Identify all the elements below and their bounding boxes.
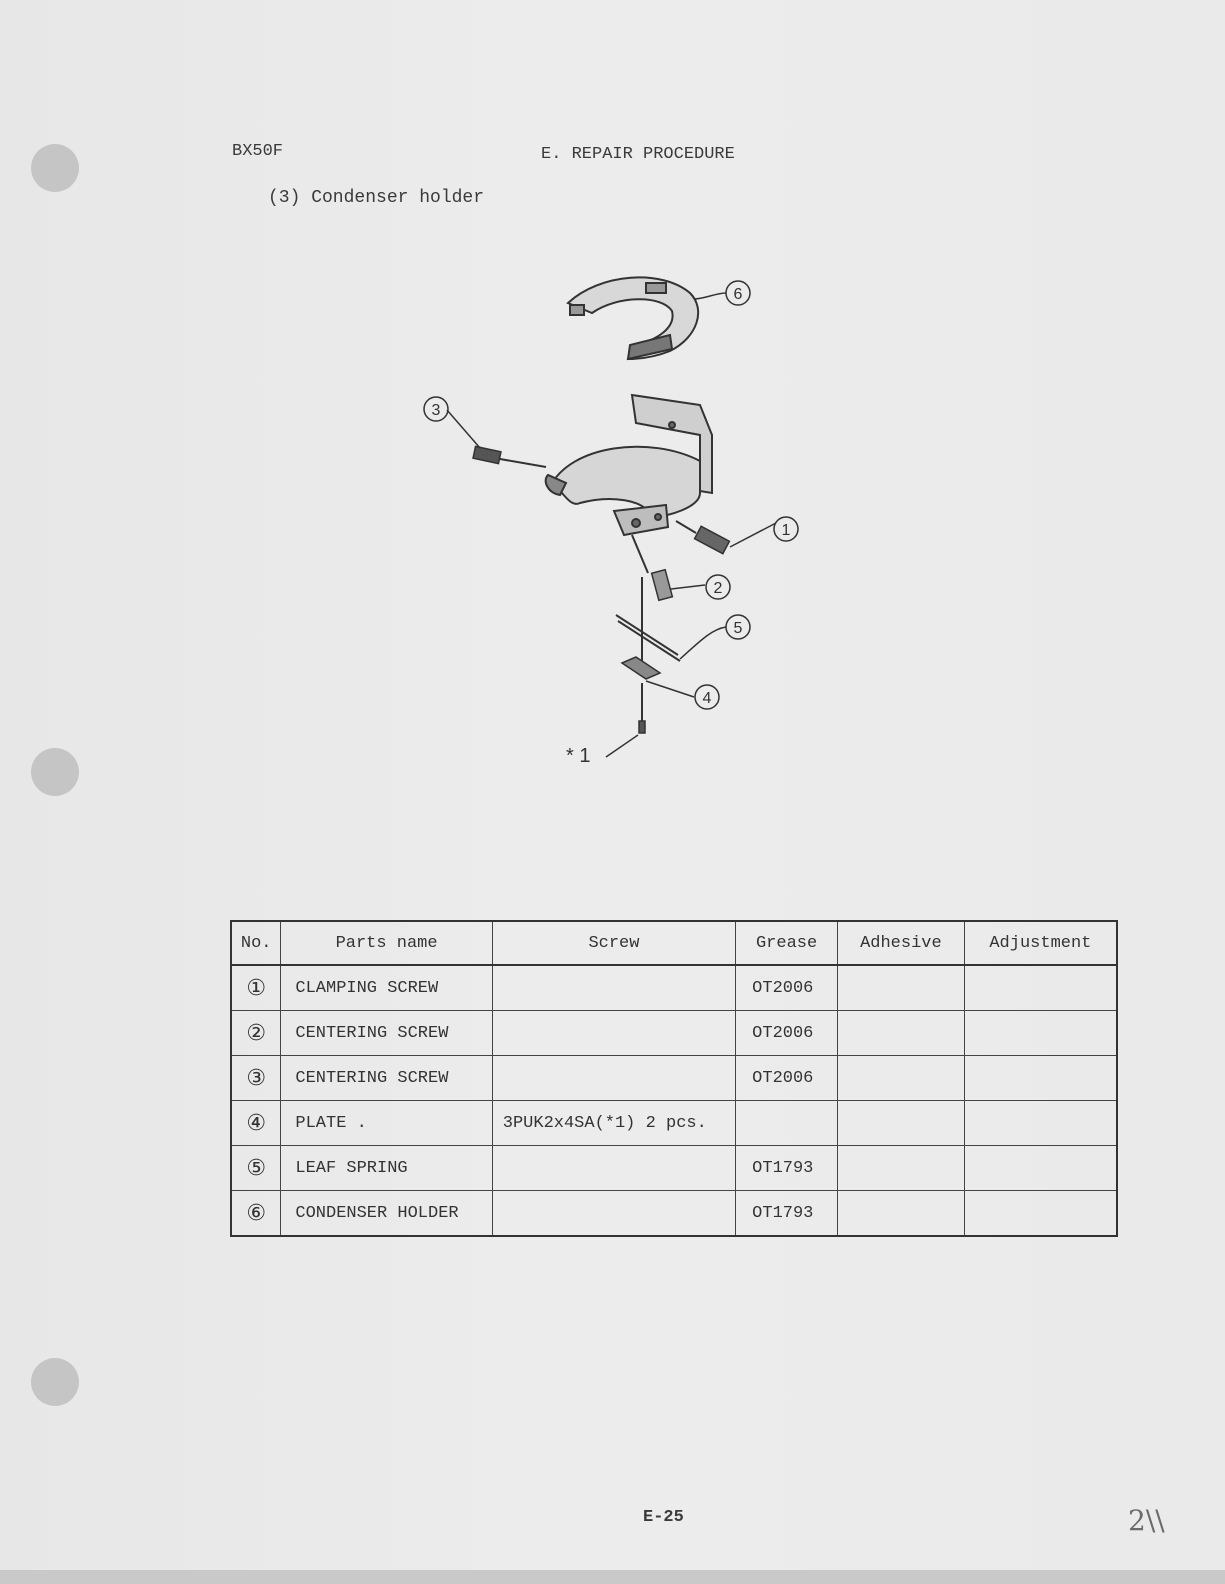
binder-hole-bottom xyxy=(31,1358,79,1406)
scan-edge xyxy=(0,1570,1225,1584)
cell-screw xyxy=(492,1011,735,1056)
callout-3 xyxy=(424,397,448,421)
cell-screw: 3PUK2x4SA(*1) 2 pcs. xyxy=(492,1101,735,1146)
model-label: BX50F xyxy=(232,142,284,161)
svg-text:2: 2 xyxy=(713,580,723,597)
cell-adjustment xyxy=(964,1101,1117,1146)
col-header-screw: Screw xyxy=(492,921,735,965)
cell-adhesive xyxy=(838,1191,965,1237)
page-number: E-25 xyxy=(643,1508,684,1527)
col-header-parts-name: Parts name xyxy=(281,921,492,965)
table-row xyxy=(231,965,1117,1011)
svg-text:1: 1 xyxy=(781,522,791,539)
svg-text:3: 3 xyxy=(431,402,441,419)
callout-5 xyxy=(726,615,750,639)
table-row xyxy=(231,1146,1117,1191)
col-header-grease: Grease xyxy=(736,921,838,965)
cell-adhesive xyxy=(838,965,965,1011)
svg-text:4: 4 xyxy=(702,690,712,707)
cell-parts-name: CENTERING SCREW xyxy=(281,1011,492,1056)
binder-hole-middle xyxy=(31,748,79,796)
cell-adjustment xyxy=(964,1191,1117,1237)
table-row xyxy=(231,1011,1117,1056)
parts-table xyxy=(230,920,1118,1237)
table-row xyxy=(231,1191,1117,1237)
cell-adhesive xyxy=(838,1146,965,1191)
cell-grease: OT1793 xyxy=(736,1191,838,1237)
handwritten-mark: 2\\ xyxy=(1128,1504,1165,1537)
cell-no: ④ xyxy=(231,1101,281,1146)
callout-4 xyxy=(695,685,719,709)
subsection-title: (3) Condenser holder xyxy=(268,188,485,208)
cell-adjustment xyxy=(964,1056,1117,1101)
centering-screw-3-part xyxy=(447,410,546,467)
callout-2 xyxy=(706,575,730,599)
cell-parts-name: CENTERING SCREW xyxy=(281,1056,492,1101)
cell-parts-name: PLATE . xyxy=(281,1101,492,1146)
cell-grease: OT2006 xyxy=(736,1056,838,1101)
table-row xyxy=(231,1056,1117,1101)
svg-text:6: 6 xyxy=(733,286,743,303)
cell-no: ② xyxy=(231,1011,281,1056)
condenser-holder-part xyxy=(568,277,698,359)
cell-adhesive xyxy=(838,1101,965,1146)
table-row xyxy=(231,1101,1117,1146)
table-header-row xyxy=(231,921,1117,965)
exploded-view-diagram xyxy=(400,255,820,795)
cell-screw xyxy=(492,1146,735,1191)
cell-no: ⑥ xyxy=(231,1191,281,1237)
section-title: E. REPAIR PROCEDURE xyxy=(541,145,735,164)
cell-parts-name: CONDENSER HOLDER xyxy=(281,1191,492,1237)
callout-1 xyxy=(774,517,798,541)
cell-adjustment xyxy=(964,1146,1117,1191)
cell-screw xyxy=(492,1191,735,1237)
cell-screw xyxy=(492,965,735,1011)
cell-grease: OT1793 xyxy=(736,1146,838,1191)
callout-6 xyxy=(694,281,750,305)
cell-no: ① xyxy=(231,965,281,1011)
cell-grease: OT2006 xyxy=(736,1011,838,1056)
plate-part xyxy=(622,657,694,697)
leaf-spring-part xyxy=(616,615,726,661)
cell-no: ⑤ xyxy=(231,1146,281,1191)
holder-body xyxy=(546,395,712,535)
cell-adhesive xyxy=(838,1011,965,1056)
clamping-screw-part xyxy=(676,521,776,554)
svg-text:5: 5 xyxy=(733,620,743,637)
cell-no: ③ xyxy=(231,1056,281,1101)
asterisk-note: * 1 xyxy=(566,745,591,767)
col-header-no: No. xyxy=(231,921,281,965)
cell-adjustment xyxy=(964,965,1117,1011)
cell-parts-name: LEAF SPRING xyxy=(281,1146,492,1191)
cell-adhesive xyxy=(838,1056,965,1101)
binder-hole-top xyxy=(31,144,79,192)
cell-adjustment xyxy=(964,1011,1117,1056)
col-header-adjustment: Adjustment xyxy=(964,921,1117,965)
col-header-adhesive: Adhesive xyxy=(838,921,965,965)
cell-grease xyxy=(736,1101,838,1146)
cell-parts-name: CLAMPING SCREW xyxy=(281,965,492,1011)
cell-grease: OT2006 xyxy=(736,965,838,1011)
cell-screw xyxy=(492,1056,735,1101)
small-screw-part xyxy=(606,683,645,757)
